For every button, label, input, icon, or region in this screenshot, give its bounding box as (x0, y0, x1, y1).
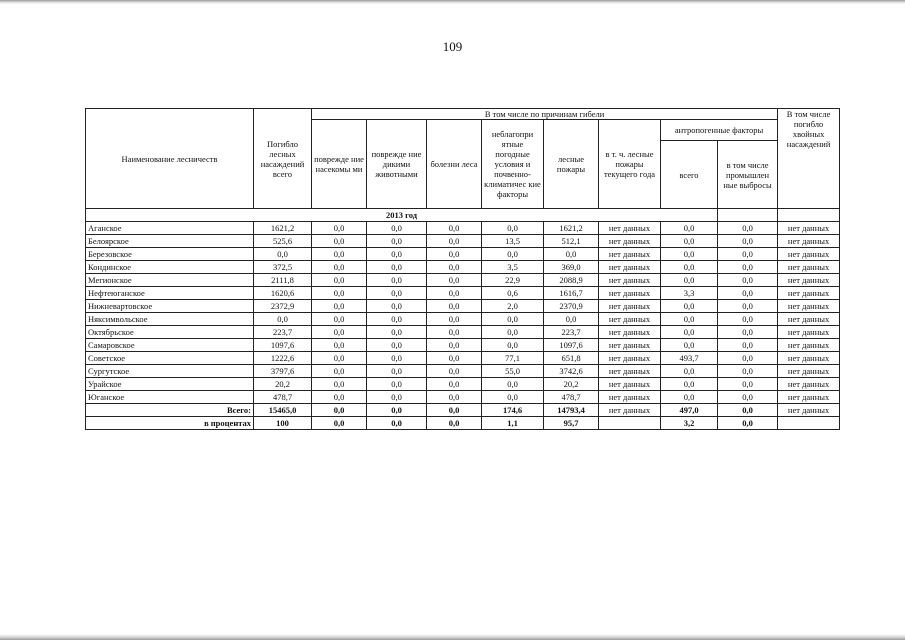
cell-insects: 0,0 (312, 274, 367, 287)
cell-weather: 0,0 (482, 391, 544, 404)
cell-animals: 0,0 (367, 313, 427, 326)
cell-insects: 0,0 (312, 326, 367, 339)
cell-conifers: нет данных (778, 300, 840, 313)
table-header (86, 109, 840, 209)
table-row (86, 261, 840, 274)
cell-animals: 0,0 (367, 326, 427, 339)
percent-label: в процентах (86, 417, 254, 430)
cell-total: 1621,2 (254, 222, 312, 235)
cell-disease: 0,0 (427, 261, 482, 274)
cell-conifers: нет данных (778, 378, 840, 391)
cell-fires: 1097,6 (544, 339, 599, 352)
cell-conifers: нет данных (778, 391, 840, 404)
percent-cell-insects: 0,0 (312, 417, 367, 430)
cell-animals: 0,0 (367, 365, 427, 378)
header-industrial-emissions: в том числе промышлен ные выбросы (718, 141, 778, 209)
table-row (86, 326, 840, 339)
cell-industrial: 0,0 (718, 287, 778, 300)
cell-insects: 0,0 (312, 352, 367, 365)
percent-row (86, 417, 840, 430)
header-fires-current-year: в т. ч. лесные пожары текущего года (599, 120, 661, 209)
cell-fires: 478,7 (544, 391, 599, 404)
cell-total: 2111,8 (254, 274, 312, 287)
cell-total: 525,6 (254, 235, 312, 248)
cell-conifers: нет данных (778, 365, 840, 378)
header-total-dead: Погибло лесных насаждений всего (254, 109, 312, 209)
cell-industrial: 0,0 (718, 339, 778, 352)
cell-anthro: 3,3 (661, 287, 718, 300)
scan-edge-bottom (0, 634, 905, 640)
cell-anthro: 493,7 (661, 352, 718, 365)
year-row (86, 209, 840, 222)
cell-total: 20,2 (254, 378, 312, 391)
cell-industrial: 0,0 (718, 352, 778, 365)
cell-total: 372,5 (254, 261, 312, 274)
page-number: 109 (442, 39, 463, 54)
cell-anthro: 0,0 (661, 339, 718, 352)
cell-anthro: 0,0 (661, 222, 718, 235)
cell-total: 1097,6 (254, 339, 312, 352)
cell-fires-current: нет данных (599, 352, 661, 365)
table-row (86, 365, 840, 378)
forestry-name: Мегионское (86, 274, 254, 287)
cell-weather: 2,0 (482, 300, 544, 313)
cell-anthro: 0,0 (661, 235, 718, 248)
cell-total: 3797,6 (254, 365, 312, 378)
cell-total: 2372,9 (254, 300, 312, 313)
cell-anthro: 0,0 (661, 300, 718, 313)
cell-weather: 0,0 (482, 313, 544, 326)
total-cell-industrial: 0,0 (718, 404, 778, 417)
cell-industrial: 0,0 (718, 365, 778, 378)
cell-conifers: нет данных (778, 235, 840, 248)
table-row (86, 300, 840, 313)
percent-cell-animals: 0,0 (367, 417, 427, 430)
cell-animals: 0,0 (367, 248, 427, 261)
cell-animals: 0,0 (367, 261, 427, 274)
scan-edge-top (0, 0, 905, 4)
table-row (86, 391, 840, 404)
table-row (86, 378, 840, 391)
cell-fires: 369,0 (544, 261, 599, 274)
cell-fires-current: нет данных (599, 287, 661, 300)
percent-cell-fires: 95,7 (544, 417, 599, 430)
cell-disease: 0,0 (427, 235, 482, 248)
year-row-empty (778, 209, 840, 222)
cell-disease: 0,0 (427, 378, 482, 391)
cell-industrial: 0,0 (718, 235, 778, 248)
header-disease: болезни леса (427, 120, 482, 209)
cell-anthro: 0,0 (661, 391, 718, 404)
cell-fires-current: нет данных (599, 300, 661, 313)
cell-insects: 0,0 (312, 391, 367, 404)
cell-fires-current: нет данных (599, 378, 661, 391)
header-animals: поврежде ние дикими животными (367, 120, 427, 209)
cell-insects: 0,0 (312, 365, 367, 378)
cell-anthro: 0,0 (661, 313, 718, 326)
cell-fires-current: нет данных (599, 326, 661, 339)
cell-fires-current: нет данных (599, 391, 661, 404)
percent-cell-conifers (778, 417, 840, 430)
cell-disease: 0,0 (427, 274, 482, 287)
cell-total: 223,7 (254, 326, 312, 339)
percent-cell-disease: 0,0 (427, 417, 482, 430)
forestry-name: Самаровское (86, 339, 254, 352)
cell-fires: 651,8 (544, 352, 599, 365)
cell-conifers: нет данных (778, 274, 840, 287)
year-row-empty (718, 209, 778, 222)
header-anthropogenic-total: всего (661, 141, 718, 209)
header-weather: неблагопри ятные погодные условия и почвенно-климатичес кие факторы (482, 120, 544, 209)
total-cell-weather: 174,6 (482, 404, 544, 417)
forestry-name: Нефтеюганское (86, 287, 254, 300)
cell-conifers: нет данных (778, 352, 840, 365)
percent-cell-anthro: 3,2 (661, 417, 718, 430)
cell-disease: 0,0 (427, 339, 482, 352)
table-row (86, 222, 840, 235)
cell-insects: 0,0 (312, 300, 367, 313)
cell-conifers: нет данных (778, 248, 840, 261)
total-cell-total: 15465,0 (254, 404, 312, 417)
cell-total: 1222,6 (254, 352, 312, 365)
header-fires: лесные пожары (544, 120, 599, 209)
cell-disease: 0,0 (427, 222, 482, 235)
forestry-name: Советское (86, 352, 254, 365)
cell-animals: 0,0 (367, 378, 427, 391)
forestry-name: Няксимвольское (86, 313, 254, 326)
cell-insects: 0,0 (312, 248, 367, 261)
cell-insects: 0,0 (312, 261, 367, 274)
cell-disease: 0,0 (427, 326, 482, 339)
cell-weather: 0,0 (482, 222, 544, 235)
cell-disease: 0,0 (427, 248, 482, 261)
table-row (86, 235, 840, 248)
forestry-name: Кондинское (86, 261, 254, 274)
cell-industrial: 0,0 (718, 248, 778, 261)
percent-cell-industrial: 0,0 (718, 417, 778, 430)
cell-fires: 0,0 (544, 313, 599, 326)
cell-anthro: 0,0 (661, 261, 718, 274)
total-label: Всего: (86, 404, 254, 417)
table-body (86, 209, 840, 430)
cell-industrial: 0,0 (718, 391, 778, 404)
forestry-name: Березовское (86, 248, 254, 261)
cell-fires-current: нет данных (599, 261, 661, 274)
cell-disease: 0,0 (427, 287, 482, 300)
cell-fires: 20,2 (544, 378, 599, 391)
cell-fires-current: нет данных (599, 274, 661, 287)
forestry-name: Юганское (86, 391, 254, 404)
total-row (86, 404, 840, 417)
cell-total: 0,0 (254, 248, 312, 261)
table-row (86, 287, 840, 300)
total-cell-disease: 0,0 (427, 404, 482, 417)
cell-industrial: 0,0 (718, 261, 778, 274)
cell-fires-current: нет данных (599, 235, 661, 248)
cell-industrial: 0,0 (718, 378, 778, 391)
cell-weather: 55,0 (482, 365, 544, 378)
cell-animals: 0,0 (367, 222, 427, 235)
cell-insects: 0,0 (312, 339, 367, 352)
total-cell-fires: 14793,4 (544, 404, 599, 417)
year-label: 2013 год (86, 209, 718, 222)
cell-conifers: нет данных (778, 339, 840, 352)
forestry-name: Урайское (86, 378, 254, 391)
total-cell-animals: 0,0 (367, 404, 427, 417)
total-cell-fires-current: нет данных (599, 404, 661, 417)
cell-total: 0,0 (254, 313, 312, 326)
cell-conifers: нет данных (778, 261, 840, 274)
header-name: Наименование лесничеств (86, 109, 254, 209)
forestry-name: Белоярское (86, 235, 254, 248)
percent-cell-weather: 1,1 (482, 417, 544, 430)
cell-insects: 0,0 (312, 378, 367, 391)
cell-insects: 0,0 (312, 235, 367, 248)
header-causes-group: В том числе по причинам гибели (312, 109, 778, 120)
cell-fires-current: нет данных (599, 222, 661, 235)
cell-disease: 0,0 (427, 352, 482, 365)
cell-disease: 0,0 (427, 391, 482, 404)
cell-industrial: 0,0 (718, 274, 778, 287)
cell-anthro: 0,0 (661, 274, 718, 287)
cell-fires: 2088,9 (544, 274, 599, 287)
forestry-name: Сургутское (86, 365, 254, 378)
table-row (86, 339, 840, 352)
cell-conifers: нет данных (778, 287, 840, 300)
forest-loss-table (85, 108, 840, 430)
cell-industrial: 0,0 (718, 222, 778, 235)
cell-fires-current: нет данных (599, 313, 661, 326)
cell-conifers: нет данных (778, 313, 840, 326)
cell-fires: 1616,7 (544, 287, 599, 300)
cell-anthro: 0,0 (661, 365, 718, 378)
cell-insects: 0,0 (312, 313, 367, 326)
cell-industrial: 0,0 (718, 326, 778, 339)
cell-fires: 3742,6 (544, 365, 599, 378)
cell-animals: 0,0 (367, 391, 427, 404)
cell-animals: 0,0 (367, 352, 427, 365)
cell-industrial: 0,0 (718, 300, 778, 313)
forestry-name: Аганское (86, 222, 254, 235)
cell-conifers: нет данных (778, 222, 840, 235)
cell-fires-current: нет данных (599, 339, 661, 352)
cell-animals: 0,0 (367, 300, 427, 313)
percent-cell-total: 100 (254, 417, 312, 430)
cell-fires: 0,0 (544, 248, 599, 261)
cell-weather: 22,9 (482, 274, 544, 287)
cell-weather: 0,6 (482, 287, 544, 300)
cell-weather: 0,0 (482, 326, 544, 339)
total-cell-anthro: 497,0 (661, 404, 718, 417)
cell-fires: 2370,9 (544, 300, 599, 313)
cell-insects: 0,0 (312, 222, 367, 235)
cell-animals: 0,0 (367, 274, 427, 287)
percent-cell-fires-current (599, 417, 661, 430)
cell-fires-current: нет данных (599, 248, 661, 261)
cell-fires: 223,7 (544, 326, 599, 339)
cell-insects: 0,0 (312, 287, 367, 300)
cell-fires: 1621,2 (544, 222, 599, 235)
cell-weather: 3,5 (482, 261, 544, 274)
forestry-name: Октябрьское (86, 326, 254, 339)
table-row (86, 352, 840, 365)
header-insects: поврежде ние насекомы ми (312, 120, 367, 209)
header-conifers: В том числе погибло хвойных насаждений (778, 109, 840, 209)
cell-animals: 0,0 (367, 287, 427, 300)
cell-animals: 0,0 (367, 339, 427, 352)
total-cell-insects: 0,0 (312, 404, 367, 417)
cell-weather: 0,0 (482, 339, 544, 352)
cell-anthro: 0,0 (661, 378, 718, 391)
cell-weather: 77,1 (482, 352, 544, 365)
cell-weather: 0,0 (482, 248, 544, 261)
cell-total: 478,7 (254, 391, 312, 404)
header-anthropogenic-group: антропогенные факторы (661, 120, 778, 141)
cell-total: 1620,6 (254, 287, 312, 300)
cell-weather: 13,5 (482, 235, 544, 248)
cell-anthro: 0,0 (661, 248, 718, 261)
cell-industrial: 0,0 (718, 313, 778, 326)
cell-fires-current: нет данных (599, 365, 661, 378)
table-row (86, 274, 840, 287)
cell-conifers: нет данных (778, 326, 840, 339)
cell-disease: 0,0 (427, 365, 482, 378)
table-row (86, 248, 840, 261)
cell-anthro: 0,0 (661, 326, 718, 339)
forestry-name: Нижневартовское (86, 300, 254, 313)
cell-weather: 0,0 (482, 378, 544, 391)
table-row (86, 313, 840, 326)
cell-fires: 512,1 (544, 235, 599, 248)
total-cell-conifers: нет данных (778, 404, 840, 417)
cell-disease: 0,0 (427, 313, 482, 326)
cell-disease: 0,0 (427, 300, 482, 313)
cell-animals: 0,0 (367, 235, 427, 248)
